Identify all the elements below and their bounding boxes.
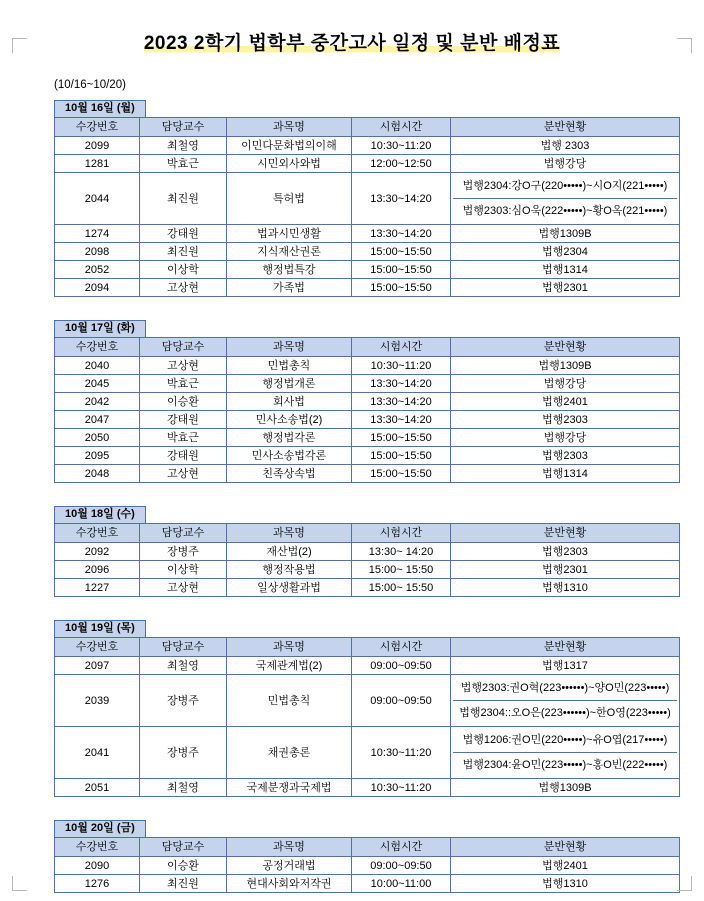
subject-name: 민법총칙 [227,675,352,727]
section-assignment-line: 법행2303:권O혁(223••••••)~양O민(223•••••) [453,676,677,701]
column-header: 시험시간 [352,838,451,857]
table-header-row [55,338,680,357]
column-header: 담당교수 [140,638,227,657]
professor-name: 강태원 [140,225,227,243]
professor-name: 최진원 [140,875,227,893]
table-header-row [55,118,680,137]
table-row [55,155,680,173]
professor-name: 박효근 [140,375,227,393]
column-header: 수강번호 [55,118,140,137]
professor-name: 박효근 [140,429,227,447]
exam-time: 15:00~15:50 [352,447,451,465]
date-range: (10/16~10/20) [54,79,126,91]
column-header: 시험시간 [352,638,451,657]
subject-name: 공정거래법 [227,857,352,875]
column-header: 시험시간 [352,338,451,357]
day-block [54,817,680,893]
exam-time: 15:00~15:50 [352,243,451,261]
subject-name: 민사소송법각론 [227,447,352,465]
day-block [54,617,680,797]
table-row [55,243,680,261]
column-header: 과목명 [227,338,352,357]
professor-name: 이승환 [140,857,227,875]
course-number: 2094 [55,279,140,297]
table-row [55,375,680,393]
day-tab-label: 10월 17일 (화) [54,320,146,338]
professor-name: 고상현 [140,465,227,483]
column-header: 시험시간 [352,524,451,543]
column-header: 담당교수 [140,838,227,857]
course-number: 2052 [55,261,140,279]
exam-time: 15:00~ 15:50 [352,579,451,597]
professor-name: 장병주 [140,727,227,779]
exam-time: 10:30~11:20 [352,779,451,797]
column-header: 수강번호 [55,838,140,857]
column-header: 과목명 [227,524,352,543]
subject-name: 행정법각론 [227,429,352,447]
subject-name: 민법총칙 [227,357,352,375]
course-number: 2040 [55,357,140,375]
professor-name: 고상현 [140,279,227,297]
subject-name: 재산법(2) [227,543,352,561]
subject-name: 가족법 [227,279,352,297]
table-row [55,465,680,483]
table-row [55,357,680,375]
course-number: 2041 [55,727,140,779]
subject-name: 행정작용법 [227,561,352,579]
column-header: 수강번호 [55,338,140,357]
professor-name: 이상학 [140,261,227,279]
day-tab-label: 10월 19일 (목) [54,620,146,638]
day-block [54,97,680,297]
course-number: 2042 [55,393,140,411]
exam-time: 13:30~14:20 [352,173,451,225]
exam-time: 09:00~09:50 [352,657,451,675]
section-assignment: 법행강당 [451,429,680,447]
section-assignment: 법행1310 [451,875,680,893]
subject-name: 이민다문화법의이해 [227,137,352,155]
section-assignment-line: 법행1206:권O민(220•••••)~유O엽(217•••••) [453,728,677,753]
professor-name: 최진원 [140,243,227,261]
section-assignment: 법행2303 [451,411,680,429]
exam-time: 15:00~15:50 [352,429,451,447]
table-row [55,393,680,411]
section-assignment-cell [451,727,680,779]
exam-time: 09:00~09:50 [352,857,451,875]
page-title-text: 2023 2학기 법학부 중간고사 일정 및 분반 배정표 [143,33,561,54]
document-page [0,28,704,901]
professor-name: 장병주 [140,675,227,727]
professor-name: 강태원 [140,447,227,465]
exam-time: 13:30~14:20 [352,393,451,411]
table-header-row [55,638,680,657]
table-header-row [55,838,680,857]
crop-mark-top-right [677,38,692,53]
section-assignment: 법행2401 [451,393,680,411]
schedule-table [54,117,680,297]
exam-time: 13:30~ 14:20 [352,543,451,561]
exam-time: 13:30~14:20 [352,411,451,429]
course-number: 2050 [55,429,140,447]
schedule-table [54,337,680,483]
section-assignment-cell [451,173,680,225]
column-header: 수강번호 [55,638,140,657]
schedule-table [54,837,680,893]
section-assignment: 법행강당 [451,155,680,173]
course-number: 1227 [55,579,140,597]
subject-name: 법과시민생활 [227,225,352,243]
table-row [55,875,680,893]
column-header: 시험시간 [352,118,451,137]
subject-name: 현대사회와저작권 [227,875,352,893]
section-assignment: 법행1317 [451,657,680,675]
section-assignment: 법행1314 [451,465,680,483]
column-header: 담당교수 [140,338,227,357]
course-number: 2095 [55,447,140,465]
course-number: 2092 [55,543,140,561]
professor-name: 최철영 [140,779,227,797]
column-header: 분반현황 [451,638,680,657]
course-number: 2096 [55,561,140,579]
day-tab-label: 10월 20일 (금) [54,820,146,838]
column-header: 과목명 [227,118,352,137]
crop-mark-bottom-right [677,876,692,891]
subject-name: 시민외사와법 [227,155,352,173]
section-assignment: 법행1309B [451,225,680,243]
table-row [55,173,680,225]
column-header: 분반현황 [451,338,680,357]
table-header-row [55,524,680,543]
professor-name: 고상현 [140,357,227,375]
exam-time: 12:00~12:50 [352,155,451,173]
professor-name: 최진원 [140,173,227,225]
section-assignment-line: 법행2304:강O구(220•••••)~시O지(221•••••) [453,174,677,199]
course-number: 1276 [55,875,140,893]
day-tab-label: 10월 16일 (월) [54,100,146,118]
section-assignment-line: 법행2304::오O은(223••••••)~한O영(223•••••) [459,707,671,719]
course-number: 1281 [55,155,140,173]
subject-name: 행정법개론 [227,375,352,393]
course-number: 2039 [55,675,140,727]
course-number: 2090 [55,857,140,875]
schedule-table [54,523,680,597]
table-row [55,675,680,727]
table-row [55,137,680,155]
table-row [55,657,680,675]
section-assignment: 법행강당 [451,375,680,393]
professor-name: 최철영 [140,137,227,155]
crop-mark-bottom-left [12,876,27,891]
schedule-list [30,97,674,893]
exam-time: 10:30~11:20 [352,727,451,779]
exam-time: 15:00~15:50 [352,465,451,483]
section-assignment: 법행1310 [451,579,680,597]
subject-name: 민사소송법(2) [227,411,352,429]
course-number: 2044 [55,173,140,225]
day-block [54,317,680,483]
exam-time: 10:00~11:00 [352,875,451,893]
table-row [55,779,680,797]
column-header: 분반현황 [451,118,680,137]
column-header: 수강번호 [55,524,140,543]
course-number: 2098 [55,243,140,261]
course-number: 2047 [55,411,140,429]
section-assignment: 법행1309B [451,779,680,797]
column-header: 담당교수 [140,524,227,543]
table-row [55,447,680,465]
professor-name: 최철영 [140,657,227,675]
professor-name: 이상학 [140,561,227,579]
subject-name: 회사법 [227,393,352,411]
section-assignment: 법행2304 [451,243,680,261]
day-block [54,503,680,597]
column-header: 담당교수 [140,118,227,137]
schedule-table [54,637,680,797]
section-assignment-line: 법행2303:심O욱(222•••••)~황O옥(221•••••) [462,205,668,217]
subject-name: 일상생활과법 [227,579,352,597]
column-header: 과목명 [227,638,352,657]
exam-time: 15:00~15:50 [352,261,451,279]
crop-mark-top-left [12,38,27,53]
day-tab-label: 10월 18일 (수) [54,506,146,524]
exam-time: 13:30~14:20 [352,375,451,393]
exam-time: 13:30~14:20 [352,225,451,243]
exam-time: 09:00~09:50 [352,675,451,727]
section-assignment: 법행1314 [451,261,680,279]
column-header: 과목명 [227,838,352,857]
exam-time: 15:00~15:50 [352,279,451,297]
course-number: 2099 [55,137,140,155]
table-row [55,579,680,597]
section-assignment: 법행2401 [451,857,680,875]
subject-name: 특허법 [227,173,352,225]
section-assignment-line: 법행2304:윤O민(223•••••)~홍O빈(222•••••) [462,759,668,771]
subject-name: 국제관계법(2) [227,657,352,675]
page-title [30,28,674,55]
professor-name: 이승환 [140,393,227,411]
table-row [55,411,680,429]
table-row [55,225,680,243]
subject-name: 친족상속법 [227,465,352,483]
exam-time: 10:30~11:20 [352,357,451,375]
professor-name: 박효근 [140,155,227,173]
section-assignment: 법행2301 [451,561,680,579]
subject-name: 행정법특강 [227,261,352,279]
section-assignment-cell [451,675,680,727]
section-assignment: 법행 2303 [451,137,680,155]
professor-name: 장병주 [140,543,227,561]
table-row [55,561,680,579]
course-number: 2097 [55,657,140,675]
section-assignment: 법행1309B [451,357,680,375]
course-number: 2048 [55,465,140,483]
subject-name: 채권총론 [227,727,352,779]
column-header: 분반현황 [451,838,680,857]
section-assignment: 법행2303 [451,447,680,465]
table-row [55,261,680,279]
professor-name: 고상현 [140,579,227,597]
subject-name: 국제분쟁과국제법 [227,779,352,797]
table-row [55,857,680,875]
table-row [55,429,680,447]
table-row [55,279,680,297]
table-row [55,543,680,561]
course-number: 2051 [55,779,140,797]
section-assignment: 법행2303 [451,543,680,561]
course-number: 1274 [55,225,140,243]
exam-time: 15:00~ 15:50 [352,561,451,579]
table-row [55,727,680,779]
course-number: 2045 [55,375,140,393]
section-assignment: 법행2301 [451,279,680,297]
subject-name: 지식재산권론 [227,243,352,261]
column-header: 분반현황 [451,524,680,543]
exam-time: 10:30~11:20 [352,137,451,155]
professor-name: 강태원 [140,411,227,429]
